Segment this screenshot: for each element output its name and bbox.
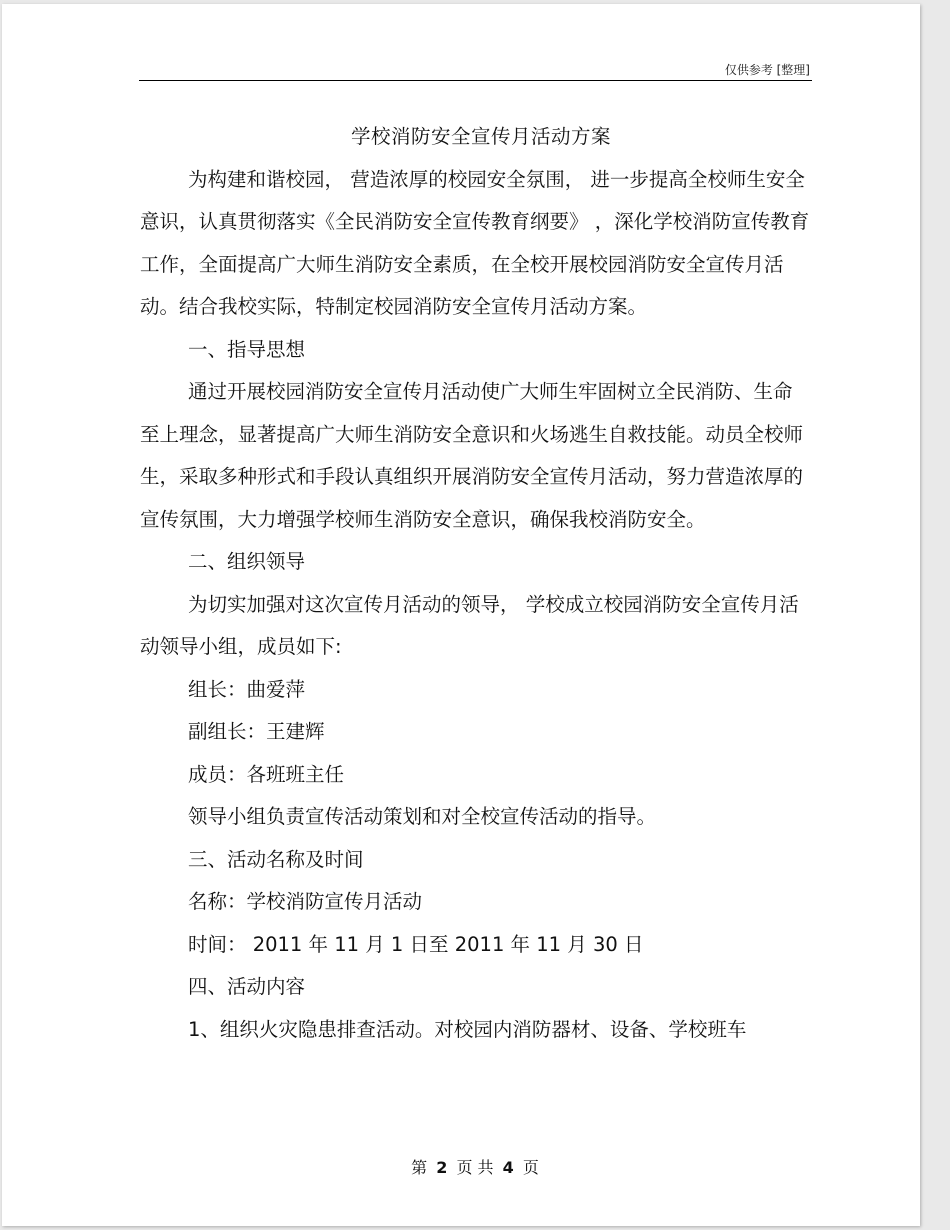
document-page (2, 4, 920, 1226)
footer-prefix: 第 (411, 1158, 428, 1177)
section-heading-3: 三、活动名称及时间 (188, 847, 364, 871)
duty-line: 领导小组负责宣传活动策划和对全校宣传活动的指导。 (188, 805, 657, 828)
section-heading-4: 四、活动内容 (188, 975, 306, 998)
activity-name-line: 名称：学校消防宣传月活动 (188, 890, 423, 913)
footer-suffix: 页 (522, 1158, 539, 1177)
header-note: 仅供参考 [整理] (724, 63, 810, 77)
content-item-1: 1、组织火灾隐患排查活动。对校园内消防器材、设备、学校班车 (188, 1017, 747, 1041)
deputy-line: 副组长：王建辉 (188, 720, 325, 743)
footer-middle: 页 共 (456, 1158, 494, 1177)
leader-line: 组长：曲爱萍 (188, 677, 306, 701)
section-1-paragraph: 通过开展校园消防安全宣传月活动使广大师生牢固树立全民消防、生命至上理念，显著提高广大师生消防安全意识和火场逃生自救技能。动员全校师生，采取多种形式和手段认真组织开展消防安全宣传月活动，努力营造浓厚的宣传氛围，大力增强学校师生消防安全意识，确保我校消防安全。 (140, 380, 804, 531)
members-line: 成员：各班班主任 (188, 762, 345, 786)
footer-total-pages: 4 (502, 1158, 514, 1177)
page-footer (0, 1155, 950, 1178)
section-heading-2: 二、组织领导 (188, 550, 306, 573)
document-title: 学校消防安全宣传月活动方案 (350, 125, 611, 148)
section-heading-1: 一、指导思想 (188, 337, 306, 361)
activity-time-line: 时间： 2011 年 11 月 1 日至 2011 年 11 月 30 日 (188, 932, 644, 956)
footer-page-number: 2 (436, 1158, 448, 1177)
document-body (140, 116, 810, 1051)
section-2-paragraph: 为切实加强对这次宣传月活动的领导， 学校成立校园消防安全宣传月活动领导小组，成员如下: (140, 592, 799, 658)
header-rule (139, 80, 812, 81)
intro-paragraph: 为构建和谐校园， 营造浓厚的校园安全氛围， 进一步提高全校师生安全意识，认真贯彻落实《全民消防安全宣传教育纲要》 ，深化学校消防宣传教育工作，全面提高广大师生消防安全素质，在全校开展校园消防安全宣传月活动。结合我校实际，特制定校园消防安全宣传月活动方案。 (140, 167, 810, 318)
